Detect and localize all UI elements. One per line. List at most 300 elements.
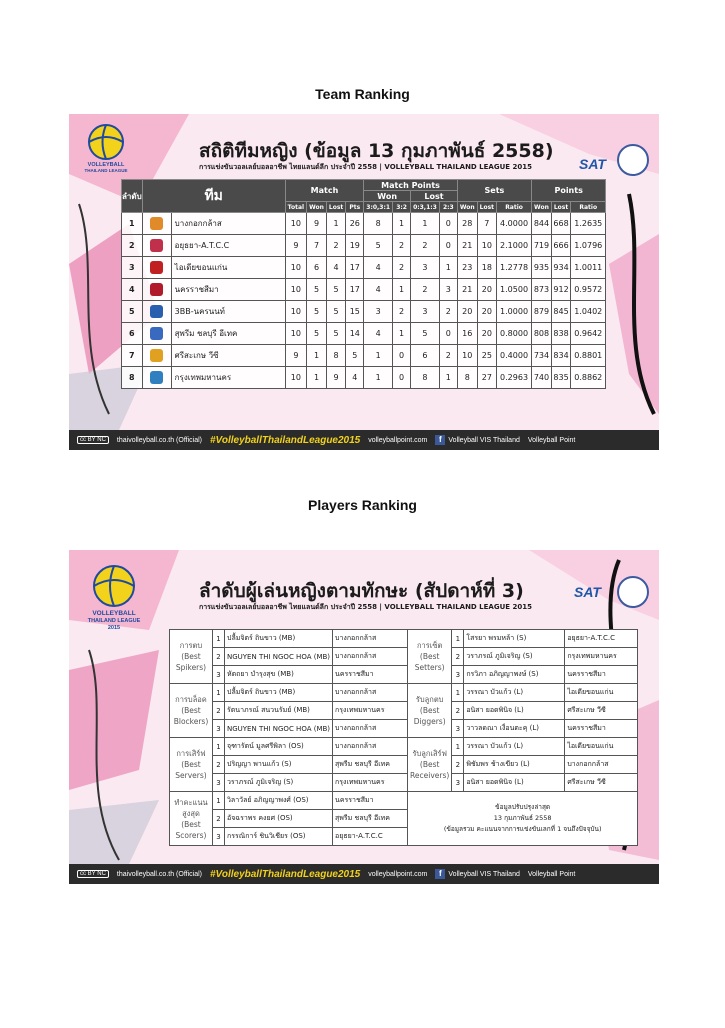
team-logo-cell	[142, 279, 171, 301]
rank-cell: 1	[213, 738, 225, 756]
stat-cell: 5	[326, 323, 345, 345]
table-row	[122, 279, 606, 301]
stat-cell: 0.2963	[497, 367, 532, 389]
team-name-cell: อยุธยา-A.T.C.C	[171, 235, 285, 257]
stat-cell: 9	[285, 235, 306, 257]
table-row	[170, 774, 638, 792]
stat-cell: 9	[307, 213, 327, 235]
player-name-cell: อัจฉราพร คงยศ (OS)	[225, 810, 333, 828]
player-name-cell: ปริญญา พานแก้ว (S)	[225, 756, 333, 774]
skill-category-en: (Best Scorers)	[175, 819, 207, 840]
stat-cell: 3	[364, 301, 393, 323]
skill-category	[408, 738, 452, 792]
rank-cell: 1	[122, 213, 143, 235]
team-logo-icon	[150, 217, 163, 230]
stat-cell: 1	[393, 279, 411, 301]
volleyball-icon	[83, 562, 145, 632]
rank-cell: 4	[122, 279, 143, 301]
player-name-cell: โสรยา พรมหล้า (S)	[464, 630, 565, 648]
stat-cell: 19	[346, 235, 364, 257]
league-logo	[83, 562, 145, 631]
stat-cell: 28	[457, 213, 477, 235]
table-row	[170, 792, 638, 810]
stat-cell: 8	[457, 367, 477, 389]
update-note-line: (ข้อมูลรวม คะแนนจากการแข่งขันเลกที่ 1 จนถึงปัจจุบัน)	[443, 825, 602, 833]
stat-cell: 7	[477, 213, 496, 235]
svg-text:VOLLEYBALL: VOLLEYBALL	[92, 610, 136, 617]
stat-cell: 734	[532, 345, 552, 367]
stat-cell: 5	[307, 301, 327, 323]
stat-cell: 834	[551, 345, 570, 367]
stat-cell: 3	[411, 301, 440, 323]
stat-cell: 1	[439, 257, 457, 279]
skill-category	[170, 684, 213, 738]
player-team-cell: อยุธยา-A.T.C.C	[565, 630, 638, 648]
update-note-line: ข้อมูลปรับปรุงล่าสุด	[495, 803, 551, 811]
stat-cell: 1	[307, 345, 327, 367]
stat-cell: 18	[477, 257, 496, 279]
team-logo-icon	[150, 305, 163, 318]
match-header: Match	[285, 180, 364, 202]
stat-cell: 0	[393, 345, 411, 367]
stat-cell: 879	[532, 301, 552, 323]
table-row	[170, 738, 638, 756]
stat-cell: 10	[285, 279, 306, 301]
player-team-cell: ไอเดียขอนแก่น	[565, 684, 638, 702]
player-team-cell: ศรีสะเกษ วีซี	[565, 774, 638, 792]
player-team-cell: กรุงเทพมหานคร	[333, 774, 408, 792]
team-header: ทีม	[142, 180, 285, 213]
stat-cell: 6	[411, 345, 440, 367]
stat-cell: 4	[364, 257, 393, 279]
team-logo-cell	[142, 235, 171, 257]
team-name-cell: ไอเดียขอนแก่น	[171, 257, 285, 279]
svg-text:2015: 2015	[107, 625, 121, 631]
team-subheader: Won	[457, 202, 477, 213]
stat-cell: 10	[285, 257, 306, 279]
skill-category-en: (Best Spikers)	[175, 652, 207, 672]
skill-category-th: การเซ็ต	[417, 641, 443, 650]
skill-category-th: รับลูกตบ	[415, 695, 444, 704]
table-row	[170, 720, 638, 738]
player-team-cell: บางกอกกล้าส	[565, 756, 638, 774]
stat-cell: 873	[532, 279, 552, 301]
cc-license-icon: cc BY NC	[77, 436, 109, 444]
stat-cell: 5	[326, 301, 345, 323]
sat-logo: SAT	[579, 156, 606, 172]
stat-cell: 740	[532, 367, 552, 389]
player-team-cell: บางกอกกล้าส	[333, 648, 408, 666]
stat-cell: 1.0011	[571, 257, 606, 279]
svg-text:VOLLEYBALL: VOLLEYBALL	[87, 162, 125, 168]
stat-cell: 1.2635	[571, 213, 606, 235]
stat-cell: 0	[393, 367, 411, 389]
player-name-cell: วราภรณ์ ภูมิเจริญ (S)	[225, 774, 333, 792]
rank-cell: 1	[213, 630, 225, 648]
stat-cell: 0.8801	[571, 345, 606, 367]
stat-cell: 9	[285, 345, 306, 367]
player-team-cell: สุพรีม ชลบุรี อีเทค	[333, 756, 408, 774]
stat-cell: 2	[393, 257, 411, 279]
team-logo-icon	[150, 239, 163, 252]
footer-brand: Volleyball Point	[527, 870, 576, 878]
skill-category-en: (Best Diggers)	[413, 706, 446, 726]
stat-cell: 2	[326, 235, 345, 257]
stat-cell: 8	[411, 367, 440, 389]
player-name-cell: อนิสา ยอดพินิจ (L)	[464, 702, 565, 720]
stat-cell: 5	[307, 279, 327, 301]
stat-cell: 17	[346, 257, 364, 279]
update-note	[408, 792, 638, 846]
team-name-cell: นครราชสีมา	[171, 279, 285, 301]
rank-cell: 1	[213, 684, 225, 702]
stat-cell: 26	[346, 213, 364, 235]
player-name-cell: วาวลดณา เงื่อนตะคุ (L)	[464, 720, 565, 738]
rank-cell: 3	[452, 666, 464, 684]
rank-header: ลำดับ	[122, 180, 143, 213]
stat-cell: 10	[285, 323, 306, 345]
stat-cell: 9	[326, 367, 345, 389]
table-row	[170, 702, 638, 720]
stat-cell: 0.4000	[497, 345, 532, 367]
team-logo-icon	[150, 261, 163, 274]
player-name-cell: กรรณิการ์ ชินวิเชียร (OS)	[225, 828, 333, 846]
stat-cell: 2.1000	[497, 235, 532, 257]
skill-category	[408, 684, 452, 738]
player-team-cell: บางกอกกล้าส	[333, 720, 408, 738]
points-header: Points	[532, 180, 606, 202]
stat-cell: 1	[307, 367, 327, 389]
player-team-cell: กรุงเทพมหานคร	[333, 702, 408, 720]
stat-cell: 4.0000	[497, 213, 532, 235]
sets-header: Sets	[457, 180, 531, 202]
team-logo-cell	[142, 213, 171, 235]
team-logo-icon	[150, 371, 163, 384]
stat-cell: 23	[457, 257, 477, 279]
table-row	[122, 257, 606, 279]
rank-cell: 2	[213, 756, 225, 774]
team-subheader: Lost	[326, 202, 345, 213]
skill-category-th: การบล็อค	[175, 695, 207, 704]
player-name-cell: NGUYEN THI NGOC HOA (MB)	[225, 648, 333, 666]
table-row	[122, 367, 606, 389]
stat-cell: 8	[326, 345, 345, 367]
facebook-icon[interactable]: f	[435, 435, 445, 445]
skill-category-th: รับลูกเสิร์ฟ	[412, 749, 447, 758]
team-subheader: Pts	[346, 202, 364, 213]
table-row	[122, 213, 606, 235]
stat-cell: 4	[364, 323, 393, 345]
stat-cell: 4	[364, 279, 393, 301]
stat-cell: 14	[346, 323, 364, 345]
players-subtitle: การแข่งขันวอลเลย์บอลอาชีพ ไทยแลนด์ลีก ประจำปี 2558 | VOLLEYBALL THAILAND LEAGUE 2015	[199, 603, 532, 611]
team-footer	[69, 430, 659, 450]
stat-cell: 10	[285, 301, 306, 323]
footer-site2-link[interactable]: volleyballpoint.com	[368, 870, 428, 878]
table-row	[170, 648, 638, 666]
team-subheader: Lost	[551, 202, 570, 213]
team-subheader: Ratio	[497, 202, 532, 213]
stat-cell: 2	[439, 345, 457, 367]
skill-category-en: (Best Setters)	[414, 652, 445, 672]
table-row	[170, 666, 638, 684]
footer-brand: Volleyball Point	[527, 436, 576, 444]
skill-category-th: การตบ	[179, 641, 203, 650]
stat-cell: 2	[393, 301, 411, 323]
team-ranking-table	[121, 179, 606, 389]
player-name-cell: วิลาวัลย์ อภิญญาพงศ์ (OS)	[225, 792, 333, 810]
team-logo-icon	[150, 349, 163, 362]
table-row	[122, 323, 606, 345]
player-name-cell: ปลื้มจิตร์ ถินขาว (MB)	[225, 684, 333, 702]
stat-cell: 2	[393, 235, 411, 257]
team-subheader: Won	[532, 202, 552, 213]
footer-hashtag: #VolleyballThailandLeague2015	[209, 868, 361, 880]
stat-cell: 5	[326, 279, 345, 301]
footer-fb-page[interactable]: Volleyball VIS Thailand	[448, 870, 520, 878]
rank-cell: 1	[452, 630, 464, 648]
players-ranking-heading: Players Ranking	[308, 497, 417, 513]
stat-cell: 20	[477, 279, 496, 301]
stat-cell: 10	[285, 213, 306, 235]
rank-cell: 6	[122, 323, 143, 345]
update-note-line: 13 กุมภาพันธ์ 2558	[493, 814, 552, 822]
team-logo-cell	[142, 257, 171, 279]
stat-cell: 27	[477, 367, 496, 389]
skill-category	[170, 738, 213, 792]
footer-site-link[interactable]: thaivolleyball.co.th (Official)	[116, 436, 202, 444]
table-row	[122, 301, 606, 323]
players-ranking-infographic	[69, 550, 659, 884]
player-team-cell: กรุงเทพมหานคร	[565, 648, 638, 666]
stat-cell: 2	[411, 235, 440, 257]
team-subheader: Won	[307, 202, 327, 213]
skill-category-en: (Best Servers)	[175, 760, 207, 780]
players-footer	[69, 864, 659, 884]
stat-cell: 1	[326, 213, 345, 235]
stat-cell: 0.9642	[571, 323, 606, 345]
player-team-cell: นครราชสีมา	[565, 666, 638, 684]
stat-cell: 838	[551, 323, 570, 345]
rank-cell: 2	[213, 702, 225, 720]
stat-cell: 0	[439, 235, 457, 257]
team-logo-icon	[150, 283, 163, 296]
stat-cell: 1	[439, 367, 457, 389]
cc-license-icon: cc BY NC	[77, 870, 109, 878]
table-row	[170, 684, 638, 702]
player-team-cell: ไอเดียขอนแก่น	[565, 738, 638, 756]
stat-cell: 0	[439, 213, 457, 235]
stat-cell: 17	[346, 279, 364, 301]
stat-cell: 5	[411, 323, 440, 345]
rank-cell: 2	[213, 648, 225, 666]
player-name-cell: วราภรณ์ ภูมิเจริญ (S)	[464, 648, 565, 666]
rank-cell: 2	[122, 235, 143, 257]
table-row	[170, 756, 638, 774]
rank-cell: 7	[122, 345, 143, 367]
team-subheader: 3:2	[393, 202, 411, 213]
svg-text:THAILAND LEAGUE: THAILAND LEAGUE	[84, 168, 128, 173]
team-subheader: Ratio	[571, 202, 606, 213]
stat-cell: 808	[532, 323, 552, 345]
stat-cell: 934	[551, 257, 570, 279]
player-team-cell: อยุธยา-A.T.C.C	[333, 828, 408, 846]
stat-cell: 0	[439, 323, 457, 345]
skill-category	[408, 630, 452, 684]
stat-cell: 3	[439, 279, 457, 301]
stat-cell: 10	[285, 367, 306, 389]
skill-category-th: การเสิร์ฟ	[176, 749, 206, 758]
team-subheader: Total	[285, 202, 306, 213]
player-name-cell: จุฑารัตน์ มูลศรีพิลา (OS)	[225, 738, 333, 756]
footer-fb-page[interactable]: Volleyball VIS Thailand	[448, 436, 520, 444]
team-stats-subtitle: การแข่งขันวอลเลย์บอลอาชีพ ไทยแลนด์ลีก ประจำปี 2558 | VOLLEYBALL THAILAND LEAGUE 2015	[199, 163, 532, 171]
facebook-icon[interactable]: f	[435, 869, 445, 879]
association-seal-icon	[617, 144, 649, 176]
rank-cell: 3	[213, 828, 225, 846]
player-name-cell: หัตถยา บำรุงสุข (MB)	[225, 666, 333, 684]
stat-cell: 10	[457, 345, 477, 367]
stat-cell: 25	[477, 345, 496, 367]
team-name-cell: 3BB-นครนนท์	[171, 301, 285, 323]
stat-cell: 1	[393, 213, 411, 235]
team-subheader: 0:3,1:3	[411, 202, 440, 213]
stat-cell: 1.0402	[571, 301, 606, 323]
player-team-cell: ศรีสะเกษ วีซี	[565, 702, 638, 720]
rank-cell: 1	[452, 738, 464, 756]
stat-cell: 0.8000	[497, 323, 532, 345]
rank-cell: 3	[452, 720, 464, 738]
volleyball-icon	[75, 120, 137, 176]
team-ranking-heading: Team Ranking	[315, 86, 410, 102]
rank-cell: 2	[213, 810, 225, 828]
player-team-cell: บางกอกกล้าส	[333, 738, 408, 756]
stat-cell: 666	[551, 235, 570, 257]
stat-cell: 1	[364, 367, 393, 389]
won-header: Won	[364, 191, 411, 202]
team-logo-cell	[142, 367, 171, 389]
stat-cell: 0.9572	[571, 279, 606, 301]
stat-cell: 1.0796	[571, 235, 606, 257]
rank-cell: 8	[122, 367, 143, 389]
table-row	[122, 345, 606, 367]
sat-logo: SAT	[574, 584, 601, 600]
stat-cell: 719	[532, 235, 552, 257]
rank-cell: 5	[122, 301, 143, 323]
stat-cell: 5	[346, 345, 364, 367]
team-subheader: 3:0,3:1	[364, 202, 393, 213]
footer-site-link[interactable]: thaivolleyball.co.th (Official)	[116, 870, 202, 878]
team-logo-cell	[142, 323, 171, 345]
player-team-cell: บางกอกกล้าส	[333, 630, 408, 648]
svg-text:THAILAND LEAGUE: THAILAND LEAGUE	[87, 618, 141, 624]
skill-category	[170, 630, 213, 684]
stat-cell: 1.2778	[497, 257, 532, 279]
skill-category-th: ทำคะแนนสูงสุด	[174, 797, 208, 818]
stat-cell: 1.0500	[497, 279, 532, 301]
team-subheader: Lost	[477, 202, 496, 213]
stat-cell: 4	[346, 367, 364, 389]
skill-category-en: (Best Blockers)	[173, 706, 209, 726]
stat-cell: 1	[411, 213, 440, 235]
player-team-cell: นครราชสีมา	[565, 720, 638, 738]
match-points-header: Match Points	[364, 180, 458, 191]
stat-cell: 0.8862	[571, 367, 606, 389]
player-name-cell: วรรณา บัวแก้ว (L)	[464, 738, 565, 756]
stat-cell: 7	[307, 235, 327, 257]
rank-cell: 3	[213, 666, 225, 684]
rank-cell: 3	[213, 720, 225, 738]
team-logo-cell	[142, 345, 171, 367]
team-subheader: 2:3	[439, 202, 457, 213]
team-stats-title: สถิติทีมหญิง (ข้อมูล 13 กุมภาพันธ์ 2558)	[199, 140, 554, 162]
stat-cell: 2	[439, 301, 457, 323]
team-name-cell: บางกอกกล้าส	[171, 213, 285, 235]
player-name-cell: วรรณา บัวแก้ว (L)	[464, 684, 565, 702]
stat-cell: 20	[477, 323, 496, 345]
player-team-cell: นครราชสีมา	[333, 792, 408, 810]
footer-hashtag: #VolleyballThailandLeague2015	[209, 434, 361, 446]
player-name-cell: NGUYEN THI NGOC HOA (MB)	[225, 720, 333, 738]
team-name-cell: กรุงเทพมหานคร	[171, 367, 285, 389]
stat-cell: 2	[411, 279, 440, 301]
player-name-cell: รัตนาภรณ์ สนวนรัมย์ (MB)	[225, 702, 333, 720]
rank-cell: 2	[452, 756, 464, 774]
stat-cell: 16	[457, 323, 477, 345]
stat-cell: 20	[477, 301, 496, 323]
table-row	[122, 235, 606, 257]
stat-cell: 835	[551, 367, 570, 389]
rank-cell: 2	[452, 702, 464, 720]
stat-cell: 3	[411, 257, 440, 279]
stat-cell: 1	[393, 323, 411, 345]
team-ranking-infographic	[69, 114, 659, 450]
stat-cell: 10	[477, 235, 496, 257]
stat-cell: 668	[551, 213, 570, 235]
rank-cell: 3	[122, 257, 143, 279]
stat-cell: 1	[364, 345, 393, 367]
rank-cell: 3	[452, 774, 464, 792]
lost-header: Lost	[411, 191, 458, 202]
player-name-cell: อนิสา ยอดพินิจ (L)	[464, 774, 565, 792]
player-team-cell: นครราชสีมา	[333, 666, 408, 684]
stat-cell: 912	[551, 279, 570, 301]
stat-cell: 5	[364, 235, 393, 257]
association-seal-icon	[617, 576, 649, 608]
footer-site2-link[interactable]: volleyballpoint.com	[368, 436, 428, 444]
player-team-cell: สุพรีม ชลบุรี อีเทค	[333, 810, 408, 828]
stat-cell: 15	[346, 301, 364, 323]
players-title: ลำดับผู้เล่นหญิงตามทักษะ (สัปดาห์ที่ 3)	[199, 580, 524, 602]
team-name-cell: สุพรีม ชลบุรี อีเทค	[171, 323, 285, 345]
stat-cell: 5	[307, 323, 327, 345]
player-name-cell: พิชัมพร ช้างเขียว (L)	[464, 756, 565, 774]
team-name-cell: ศรีสะเกษ วีซี	[171, 345, 285, 367]
league-logo	[75, 120, 137, 176]
player-name-cell: กรวิภา อภิญญาพงษ์ (S)	[464, 666, 565, 684]
player-team-cell: บางกอกกล้าส	[333, 684, 408, 702]
stat-cell: 21	[457, 279, 477, 301]
team-logo-icon	[150, 327, 163, 340]
rank-cell: 3	[213, 774, 225, 792]
team-logo-cell	[142, 301, 171, 323]
rank-cell: 2	[452, 648, 464, 666]
table-row	[170, 630, 638, 648]
stat-cell: 845	[551, 301, 570, 323]
stat-cell: 8	[364, 213, 393, 235]
skill-category-en: (Best Receivers)	[410, 760, 450, 780]
rank-cell: 1	[213, 792, 225, 810]
